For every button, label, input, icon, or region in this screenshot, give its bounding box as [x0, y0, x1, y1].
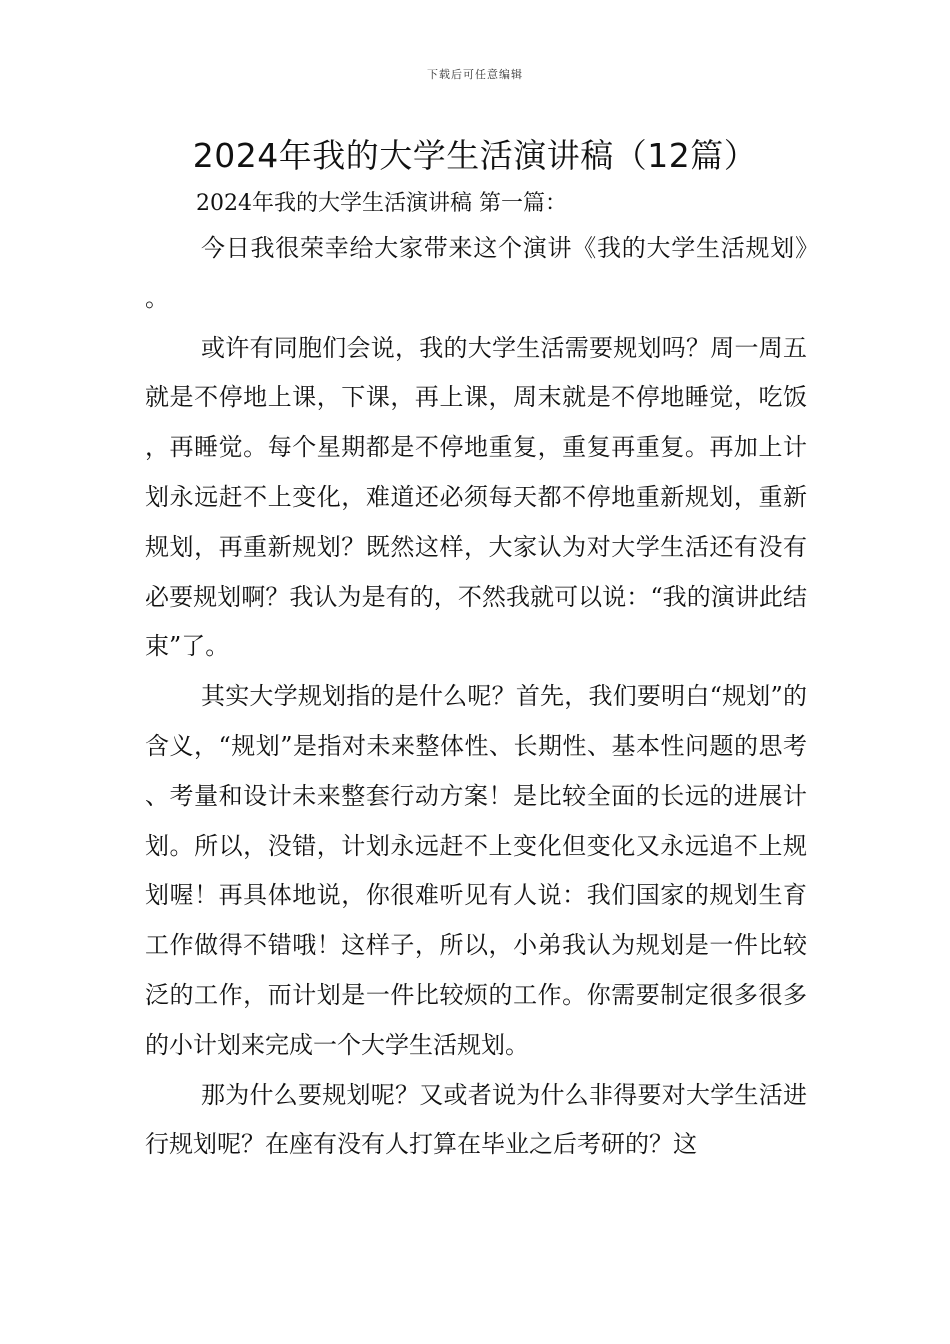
document-body — [145, 224, 807, 1170]
document-title: 2024年我的大学生活演讲稿（12篇） — [192, 136, 758, 175]
paragraph-1: 今日我很荣幸给大家带来这个演讲《我的大学生活规划》。 — [145, 234, 807, 312]
paragraph-4: 那为什么要规划呢？又或者说为什么非得要对大学生活进行规划呢？在座有没有人打算在毕业之后考研的？这 — [145, 1080, 807, 1159]
header-note: 下载后可任意编辑 — [427, 68, 523, 81]
paragraph-3: 其实大学规划指的是什么呢？首先，我们要明白“规划”的含义，“规划”是指对未来整体性、长期性、基本性问题的思考、考量和设计未来整套行动方案！是比较全面的长远的进展计划。所以，没错，计划永远赶不上变化但变化又永远追不上规划喔！再具体地说，你很难听见有人说：我们国家的规划生育工作做得不错哦！这样子，所以，小弟我认为规划是一件比较泛的工作，而计划是一件比较烦的工作。你需要制定很多很多的小计划来完成一个大学生活规划。 — [145, 682, 807, 1059]
paragraph-2: 或许有同胞们会说，我的大学生活需要规划吗？周一周五就是不停地上课，下课，再上课，周末就是不停地睡觉，吃饭，再睡觉。每个星期都是不停地重复，重复再重复。再加上计划永远赶不上变化，难道还必须每天都不停地重新规划，重新规划，再重新规划？既然这样，大家认为对大学生活还有没有必要规划啊？我认为是有的，不然我就可以说：“我的演讲此结束”了。 — [145, 333, 807, 661]
section-heading: 2024年我的大学生活演讲稿 第一篇： — [196, 191, 567, 216]
